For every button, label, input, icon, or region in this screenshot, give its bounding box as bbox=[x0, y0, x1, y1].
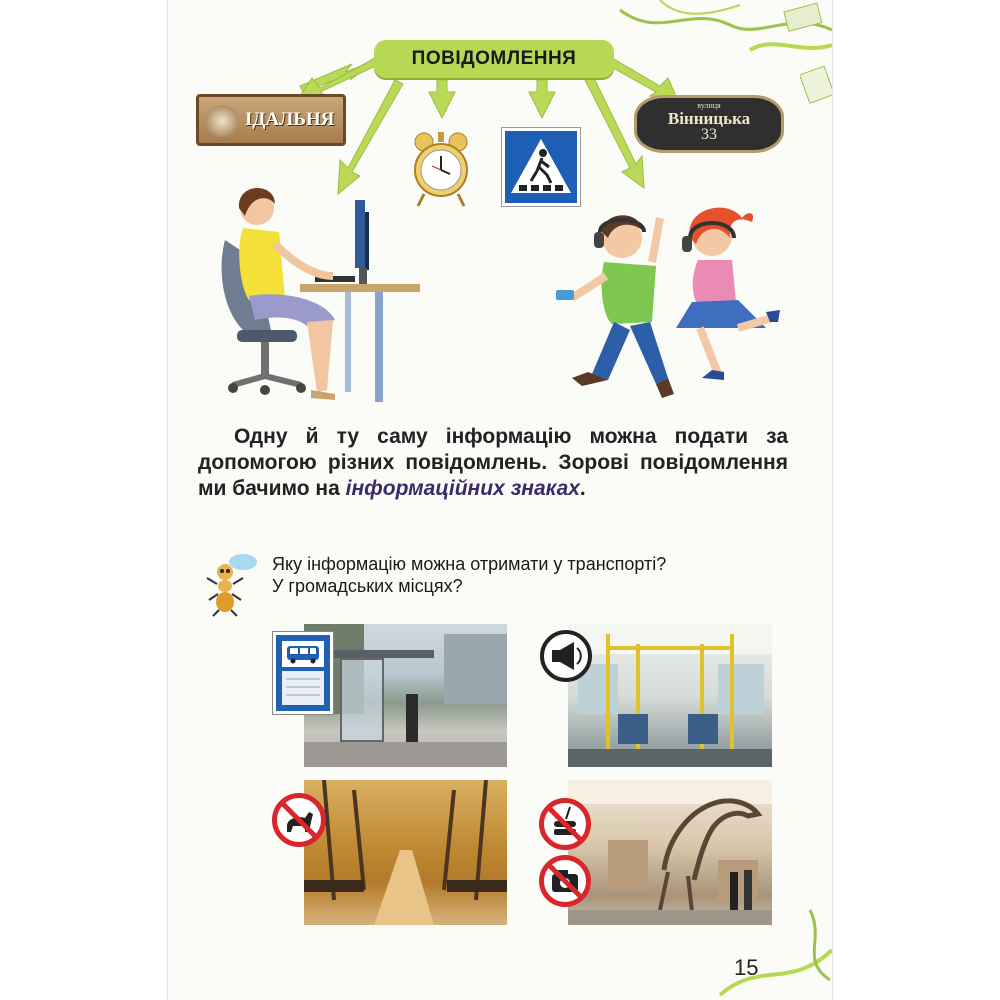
woman-at-computer-illustration bbox=[215, 180, 425, 405]
no-photo-icon bbox=[539, 855, 591, 907]
no-food-icon bbox=[539, 798, 591, 850]
question-line-2: У громадських місцях? bbox=[272, 576, 463, 596]
page-number: 15 bbox=[734, 955, 759, 980]
kids-with-headphones-illustration bbox=[552, 198, 784, 403]
messages-banner bbox=[374, 40, 614, 78]
bus-stop-photo bbox=[304, 624, 507, 767]
street-sign-number: 33 bbox=[701, 126, 717, 143]
no-dogs-icon bbox=[272, 793, 326, 847]
street-sign bbox=[634, 95, 784, 153]
main-paragraph bbox=[198, 424, 788, 502]
canteen-sign-text: ІДАЛЬНЯ bbox=[245, 109, 335, 130]
question-line-1: Яку інформацію можна отримати у транспорті? bbox=[272, 554, 667, 574]
street-sign-label: вулиця bbox=[697, 101, 721, 110]
banner-arrows bbox=[0, 0, 1000, 220]
park-photo bbox=[304, 780, 507, 925]
ant-mascot-icon bbox=[205, 554, 261, 618]
plate-icon bbox=[205, 105, 239, 137]
paragraph-emphasis: інформаційних знаках bbox=[345, 477, 580, 500]
canteen-sign bbox=[196, 94, 346, 146]
banner-label: ПОВІДОМЛЕННЯ bbox=[411, 48, 577, 69]
paragraph-lead: Одну й ту саму інформацію можна подати за допомогою різних повідомлень. Зорові повідомлення ми бачимо на bbox=[198, 425, 788, 500]
street-sign-name: Вінницька bbox=[667, 109, 751, 128]
bus-stop-icon bbox=[273, 632, 333, 714]
pedestrian-crossing-icon bbox=[502, 128, 580, 206]
museum-photo bbox=[568, 780, 772, 925]
paragraph-tail: . bbox=[579, 477, 586, 500]
question-block bbox=[272, 553, 792, 597]
loudspeaker-icon bbox=[540, 630, 592, 682]
bus-interior-photo bbox=[568, 624, 772, 767]
